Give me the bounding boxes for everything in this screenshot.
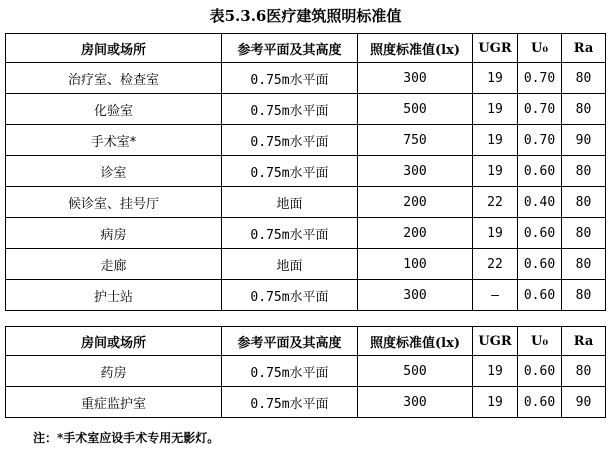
table-row [6, 125, 606, 156]
cell-room: 候诊室、挂号厅 [6, 187, 222, 218]
cell-ra: 80 [562, 249, 606, 280]
cell-ref-plane: 0.75m水平面 [222, 63, 358, 94]
cell-illuminance: 200 [358, 187, 473, 218]
cell-illuminance: 750 [358, 125, 473, 156]
cell-ugr: 19 [473, 125, 518, 156]
cell-uo: 0.70 [518, 63, 562, 94]
header-ra: Ra [562, 327, 606, 356]
cell-ra: 80 [562, 187, 606, 218]
cell-illuminance: 200 [358, 218, 473, 249]
cell-ra: 80 [562, 63, 606, 94]
cell-illuminance: 300 [358, 387, 473, 418]
cell-room: 走廊 [6, 249, 222, 280]
cell-ref-plane: 0.75m水平面 [222, 280, 358, 311]
cell-ref-plane: 地面 [222, 249, 358, 280]
cell-uo: 0.60 [518, 387, 562, 418]
cell-room: 治疗室、检查室 [6, 63, 222, 94]
header-ra: Ra [562, 34, 606, 63]
cell-ugr: 19 [473, 356, 518, 387]
cell-ra: 80 [562, 218, 606, 249]
cell-uo: 0.60 [518, 156, 562, 187]
cell-ugr: 19 [473, 387, 518, 418]
cell-room: 药房 [6, 356, 222, 387]
table-title: 表5.3.6医疗建筑照明标准值 [209, 7, 402, 25]
cell-illuminance: 300 [358, 156, 473, 187]
cell-uo: 0.60 [518, 249, 562, 280]
cell-room: 化验室 [6, 94, 222, 125]
header-ref-plane: 参考平面及其高度 [222, 34, 358, 63]
cell-ra: 80 [562, 356, 606, 387]
cell-room: 诊室 [6, 156, 222, 187]
cell-room: 重症监护室 [6, 387, 222, 418]
cell-uo: 0.60 [518, 356, 562, 387]
lighting-standard-table-1 [5, 33, 606, 311]
cell-room: 病房 [6, 218, 222, 249]
cell-ref-plane: 0.75m水平面 [222, 94, 358, 125]
cell-ra: 80 [562, 280, 606, 311]
header-illuminance: 照度标准值(lx) [358, 327, 473, 356]
header-uo: U₀ [518, 34, 562, 63]
cell-uo: 0.60 [518, 218, 562, 249]
cell-illuminance: 500 [358, 94, 473, 125]
header-uo: U₀ [518, 327, 562, 356]
header-ugr: UGR [473, 327, 518, 356]
cell-ugr: 19 [473, 63, 518, 94]
table-row [6, 218, 606, 249]
table-row [6, 63, 606, 94]
table-header-row [6, 327, 606, 356]
cell-ugr: — [473, 280, 518, 311]
lighting-standard-table-2 [5, 326, 606, 418]
header-room: 房间或场所 [6, 34, 222, 63]
table-row [6, 387, 606, 418]
header-illuminance: 照度标准值(lx) [358, 34, 473, 63]
table-row [6, 187, 606, 218]
cell-ugr: 22 [473, 249, 518, 280]
cell-ref-plane: 0.75m水平面 [222, 387, 358, 418]
table-row [6, 356, 606, 387]
cell-ref-plane: 0.75m水平面 [222, 125, 358, 156]
cell-ra: 90 [562, 125, 606, 156]
cell-ugr: 19 [473, 94, 518, 125]
table-row [6, 94, 606, 125]
cell-ugr: 19 [473, 156, 518, 187]
table-row [6, 249, 606, 280]
cell-uo: 0.40 [518, 187, 562, 218]
header-ugr: UGR [473, 34, 518, 63]
cell-ref-plane: 0.75m水平面 [222, 218, 358, 249]
cell-ugr: 22 [473, 187, 518, 218]
cell-ref-plane: 地面 [222, 187, 358, 218]
cell-ra: 90 [562, 387, 606, 418]
header-ref-plane: 参考平面及其高度 [222, 327, 358, 356]
cell-room: 手术室* [6, 125, 222, 156]
cell-ra: 80 [562, 94, 606, 125]
cell-uo: 0.60 [518, 280, 562, 311]
cell-illuminance: 100 [358, 249, 473, 280]
cell-illuminance: 500 [358, 356, 473, 387]
cell-ref-plane: 0.75m水平面 [222, 356, 358, 387]
cell-room: 护士站 [6, 280, 222, 311]
cell-uo: 0.70 [518, 94, 562, 125]
cell-ref-plane: 0.75m水平面 [222, 156, 358, 187]
cell-ra: 80 [562, 156, 606, 187]
header-room: 房间或场所 [6, 327, 222, 356]
cell-illuminance: 300 [358, 63, 473, 94]
cell-uo: 0.70 [518, 125, 562, 156]
table-header-row [6, 34, 606, 63]
cell-illuminance: 300 [358, 280, 473, 311]
table-row [6, 280, 606, 311]
cell-ugr: 19 [473, 218, 518, 249]
table-row [6, 156, 606, 187]
footnote: 注：*手术室应设手术专用无影灯。 [33, 431, 220, 445]
